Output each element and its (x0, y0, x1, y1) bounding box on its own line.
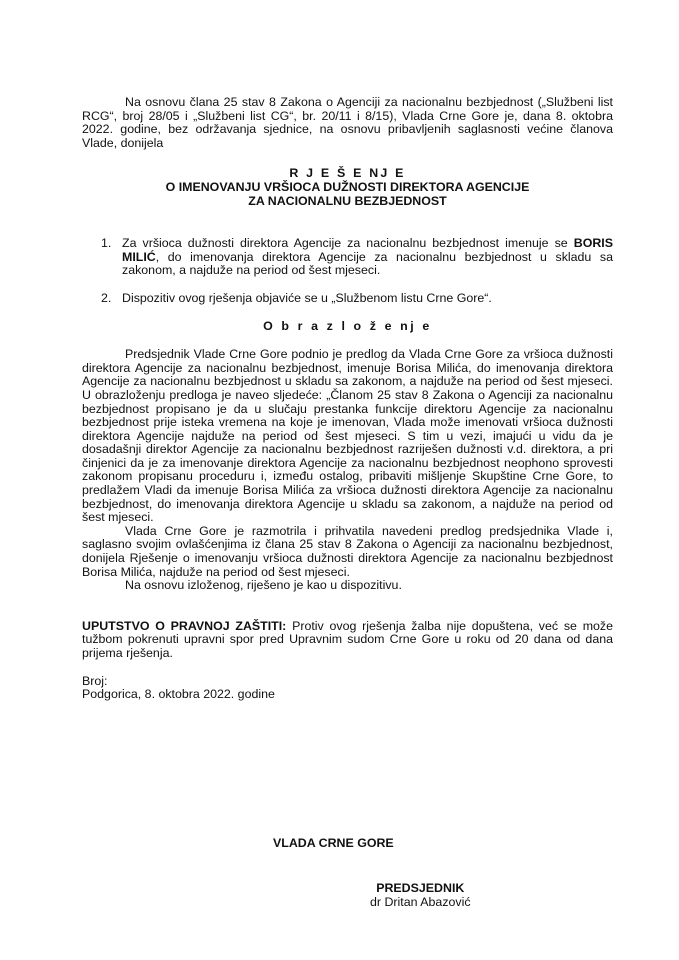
document-title (82, 167, 613, 208)
list-item-text: Dispozitiv ovog rješenja objaviće se u „Službenom listu Crne Gore“. (122, 290, 492, 305)
list-item (82, 292, 613, 306)
legal-notice-label: UPUTSTVO O PRAVNOJ ZAŠTITI: (82, 618, 287, 633)
signature-block (370, 882, 471, 909)
dispositive-list (82, 237, 613, 305)
list-item-number: 1. (101, 236, 112, 251)
reasoning-paragraph: Na osnovu izloženog, riješeno je kao u dispozitivu. (125, 578, 402, 593)
legal-notice (82, 620, 613, 661)
list-item-text: Za vršioca dužnosti direktora Agencije za nacionalnu bezbjednost imenuje se (122, 236, 574, 251)
title-line-2: ZA NACIONALNU BEZBJEDNOST (248, 193, 447, 208)
reasoning-paragraph: Vlada Crne Gore je razmotrila i prihvatila navedeni predlog predsjednika Vlade i, saglasno svojim ovlašćenjima iz člana 25 stav 8 Zakona o Agenciji za nacionalnu bezbjednost, donijela Rješenje o imenovanju vršioca dužnosti direktora Agencije za nacionalnu bezbjednost Borisa Milića, najduže na period od šest mjeseci. (82, 523, 613, 579)
place-date: Podgorica, 8. oktobra 2022. godine (82, 687, 275, 702)
list-item-text-continued: , do imenovanja direktora Agencije za nacionalnu bezbjednost u skladu sa zakonom, a najduže na period od šest mjeseci. (122, 249, 613, 278)
list-item-number: 2. (101, 290, 112, 305)
document-number-block (82, 675, 613, 702)
government-name: VLADA CRNE GORE (273, 836, 394, 850)
appointee-name: BORIS MILIĆ (122, 236, 613, 264)
reasoning-heading: O b r a z l o ž e nj e (263, 318, 432, 333)
document-page (82, 96, 613, 702)
legal-notice-text: Protiv ovog rješenja žalba nije dopuštena, već se može tužbom pokrenuti upravni spor pred Upravnim sudom Crne Gore u roku od 20 dana od dana prijema rješenja. (82, 618, 614, 660)
title-line-1: O IMENOVANJU VRŠIOCA DUŽNOSTI DIREKTORA AGENCIJE (165, 179, 530, 194)
preamble: Na osnovu člana 25 stav 8 Zakona o Agenciji za nacionalnu bezbjednost („Službeni list RCG“, broj 28/05 i „Službeni list CG“, br. 20/11 i 8/15), Vlada Crne Gore je, dana 8. oktobra 2022. godine, bez održavanja sjednice, na osnovu pribavljenih saglasnosti većine članova Vlade, donijela (82, 95, 613, 150)
reasoning-body (82, 348, 613, 593)
reasoning-paragraph: Predsjednik Vlade Crne Gore podnio je predlog da Vlada Crne Gore za vršioca dužnosti direktora Agencije za nacionalnu bezbjednost, imenuje Borisa Milića, do imenovanja direktora Agencije za nacionalnu bezbjednost u skladu sa zakonom, a najduže na period od šest mjeseci. U obrazloženju predloga je naveo sljedeće: „Članom 25 stav 8 Zakona o Agenciji za nacionalnu bezbjednost propisano je da u slučaju prestanka funkcije direktoru Agencije za nacionalnu bezbjednost prije isteka vremena na koje je imenovan, Vlada može imenovati vršioca dužnosti direktora Agencije najduže na period od šest mjeseci. S tim u vezi, imajući u vidu da je dosadašnji direktor Agencije za nacionalnu bezbjednost razriješen dužnosti v.d. direktora, a pri činjenici da je za imenovanje direktora Agencije za nacionalnu bezbjednost neophono sprovesti zakonom propisanu proceduru i, između ostalog, pribaviti mišljenje Skupštine Crne Gore, to predlažem Vladi da imenuje Borisa Milića za vršioca dužnosti direktora Agencije za nacionalnu bezbjednost, do imenovanja direktora Agencije u skladu sa zakonom, a najduže na period od šest mjeseci. (82, 347, 613, 525)
signatory-name: dr Dritan Abazović (370, 894, 471, 909)
document-number: Broj: (82, 673, 108, 688)
title-heading: R J E Š E NJ E (289, 166, 406, 181)
list-item (82, 237, 613, 278)
signatory-title: PREDSJEDNIK (376, 881, 465, 895)
